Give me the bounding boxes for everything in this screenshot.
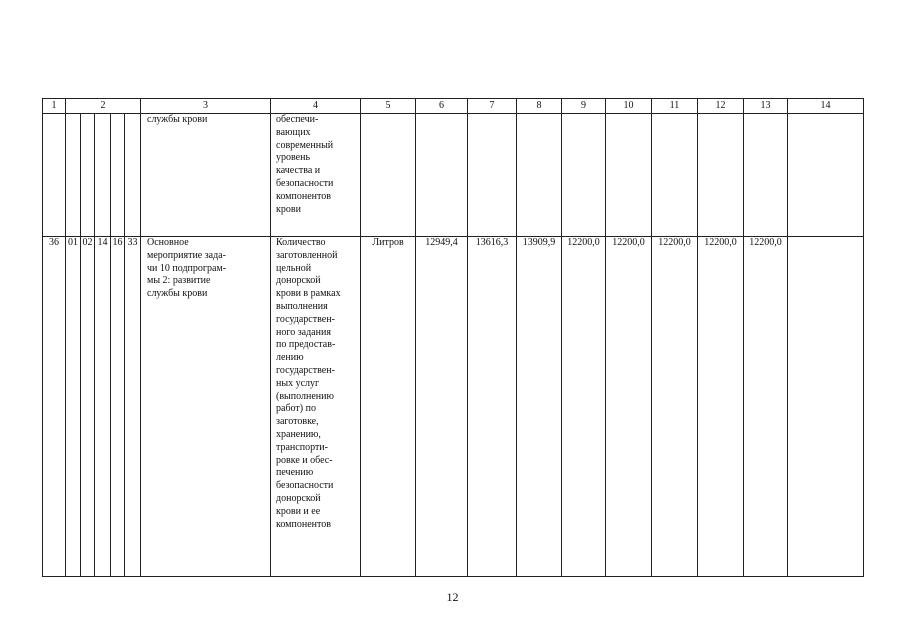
code-cell: 33 <box>125 237 141 577</box>
code-cell: 16 <box>111 237 125 577</box>
code-cell <box>66 114 81 237</box>
value-cell: 13909,9 <box>517 237 562 577</box>
header-cell: 13 <box>744 99 788 114</box>
value-cell <box>652 114 698 237</box>
indicator-name-cell: Количество заготовленной цельной донорской крови в рамках выполнения государствен- ного задания по предостав- лению государствен- ных услуг (выполнению работ) по заготовке, хранению, транспорти- ровке и обес- печению безопасности донорской крови и ее компонентов <box>271 237 361 577</box>
code-cell <box>43 114 66 237</box>
header-cell: 4 <box>271 99 361 114</box>
header-cell: 8 <box>517 99 562 114</box>
header-cell: 7 <box>468 99 517 114</box>
header-cell: 9 <box>562 99 606 114</box>
note-cell <box>788 237 864 577</box>
activity-name-cell: Основное мероприятие зада- чи 10 подпрограм- мы 2: развитие службы крови <box>141 237 271 577</box>
header-cell: 1 <box>43 99 66 114</box>
code-cell: 36 <box>43 237 66 577</box>
page-number: 12 <box>446 590 459 604</box>
value-cell <box>416 114 468 237</box>
header-cell: 5 <box>361 99 416 114</box>
note-cell <box>788 114 864 237</box>
header-cell: 12 <box>698 99 744 114</box>
value-cell: 12949,4 <box>416 237 468 577</box>
header-cell: 11 <box>652 99 698 114</box>
code-cell: 01 <box>66 237 81 577</box>
column-numbers-row <box>43 99 864 114</box>
header-cell: 6 <box>416 99 468 114</box>
value-cell <box>517 114 562 237</box>
code-cell: 02 <box>81 237 95 577</box>
value-cell: 12200,0 <box>698 237 744 577</box>
indicator-table <box>42 98 864 577</box>
unit-cell <box>361 114 416 237</box>
value-cell: 12200,0 <box>606 237 652 577</box>
code-cell <box>95 114 111 237</box>
value-cell <box>562 114 606 237</box>
code-cell <box>111 114 125 237</box>
header-cell: 14 <box>788 99 864 114</box>
value-cell: 12200,0 <box>562 237 606 577</box>
header-cell: 2 <box>66 99 141 114</box>
activity-name-cell: службы крови <box>141 114 271 237</box>
value-cell <box>606 114 652 237</box>
code-cell <box>81 114 95 237</box>
code-cell: 14 <box>95 237 111 577</box>
value-cell: 12200,0 <box>744 237 788 577</box>
code-cell <box>125 114 141 237</box>
header-cell: 10 <box>606 99 652 114</box>
table-row <box>43 237 864 577</box>
value-cell: 13616,3 <box>468 237 517 577</box>
value-cell <box>468 114 517 237</box>
unit-cell: Литров <box>361 237 416 577</box>
header-cell: 3 <box>141 99 271 114</box>
table-row <box>43 114 864 237</box>
value-cell <box>744 114 788 237</box>
value-cell <box>698 114 744 237</box>
value-cell: 12200,0 <box>652 237 698 577</box>
indicator-name-cell: обеспечи- вающих современный уровень качества и безопасности компонентов крови <box>271 114 361 237</box>
